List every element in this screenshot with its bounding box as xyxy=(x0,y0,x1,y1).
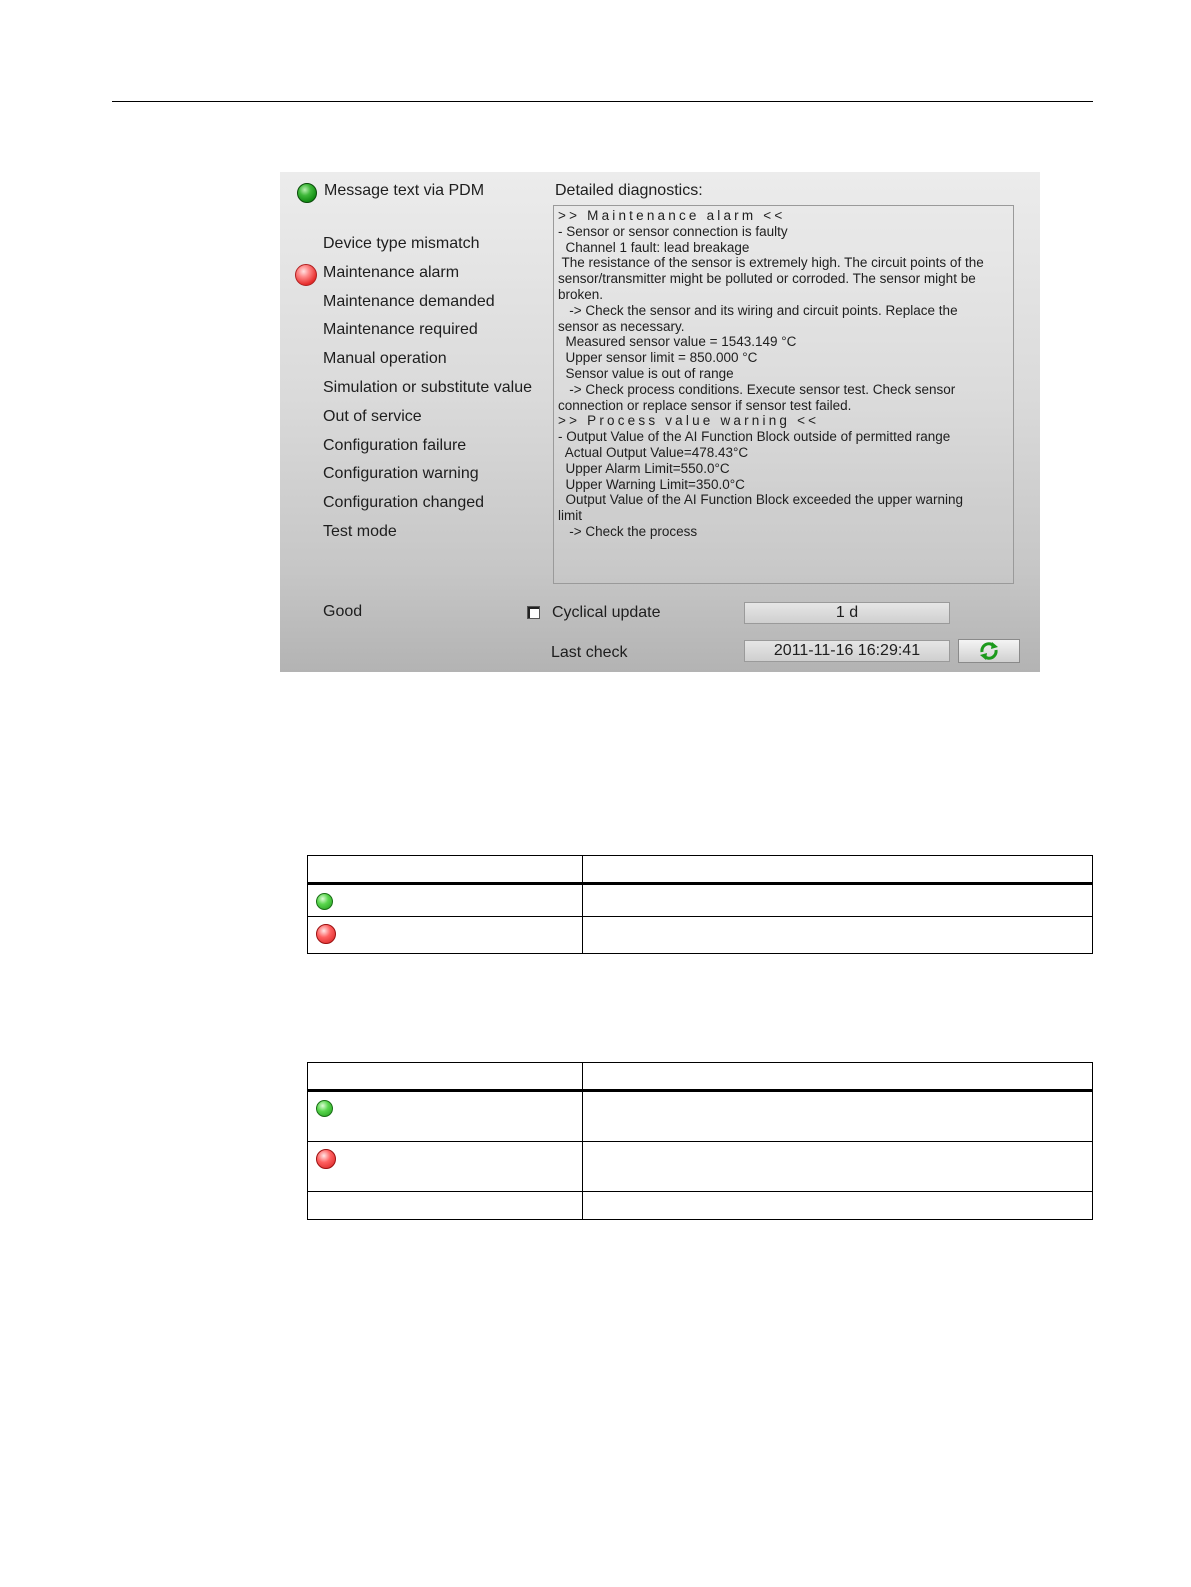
table-header-cell xyxy=(308,856,583,884)
diag-line: Measured sensor value = 1543.149 °C xyxy=(558,334,797,350)
table-cell xyxy=(308,917,583,954)
table-cell xyxy=(583,884,1093,917)
refresh-button[interactable] xyxy=(958,639,1020,663)
status-item-maintenance-alarm: Maintenance alarm xyxy=(323,263,460,281)
table-row xyxy=(308,1142,1093,1192)
table-cell xyxy=(308,1142,583,1192)
table-header-row xyxy=(308,1063,1093,1091)
status-item-simulation: Simulation or substitute value xyxy=(323,378,532,396)
diag-line: >> Process value warning << xyxy=(558,413,820,429)
table-cell xyxy=(308,884,583,917)
status-item-configuration-warning: Configuration warning xyxy=(323,465,479,483)
diagnostics-title: Detailed diagnostics: xyxy=(555,182,703,199)
table-cell xyxy=(308,1192,583,1220)
status-item-test-mode: Test mode xyxy=(323,522,397,540)
diag-line: Upper Warning Limit=350.0°C xyxy=(558,476,745,492)
red-led-icon xyxy=(316,1149,336,1169)
table-header-cell xyxy=(583,1063,1093,1091)
status-item-maintenance-demanded: Maintenance demanded xyxy=(323,292,495,310)
status-item-out-of-service: Out of service xyxy=(323,407,422,425)
last-check-label: Last check xyxy=(551,644,628,661)
table-header-row xyxy=(308,856,1093,884)
status-item-configuration-failure: Configuration failure xyxy=(323,436,467,454)
diag-line: Actual Output Value=478.43°C xyxy=(558,444,749,460)
table-cell xyxy=(583,1091,1093,1142)
status-item-manual-operation: Manual operation xyxy=(323,350,447,368)
diag-line: >> Maintenance alarm << xyxy=(558,208,786,223)
diag-line: Sensor value is out of range xyxy=(558,365,734,381)
diagnostics-panel xyxy=(280,172,1040,672)
diag-line: sensor/transmitter might be polluted or corroded. The sensor might be xyxy=(558,271,976,287)
diag-line: limit xyxy=(558,508,582,524)
cyclical-update-checkbox[interactable] xyxy=(527,606,540,619)
status-list xyxy=(323,234,532,551)
green-led-icon xyxy=(316,1100,333,1117)
led-table-1 xyxy=(307,855,1093,954)
diag-line: -> Check the process xyxy=(558,523,698,539)
table-row xyxy=(308,884,1093,917)
status-item-maintenance-required: Maintenance required xyxy=(323,321,478,339)
good-label: Good xyxy=(323,603,363,620)
diag-line: sensor as necessary. xyxy=(558,318,685,334)
status-item-device-type-mismatch: Device type mismatch xyxy=(323,235,480,252)
cyclical-update-field[interactable]: 1 d xyxy=(744,602,950,624)
diag-line: Channel 1 fault: lead breakage xyxy=(558,239,750,255)
table-row xyxy=(308,1192,1093,1220)
diag-line: -> Check process conditions. Execute sensor test. Check sensor xyxy=(558,381,956,397)
table-header-cell xyxy=(583,856,1093,884)
message-title: Message text via PDM xyxy=(324,182,485,199)
last-check-field: 2011-11-16 16:29:41 xyxy=(744,640,950,662)
red-led-icon xyxy=(316,924,336,944)
table-header-cell xyxy=(308,1063,583,1091)
table-cell xyxy=(583,917,1093,954)
table-row xyxy=(308,1091,1093,1142)
led-table-2 xyxy=(307,1062,1093,1220)
diag-line: Upper sensor limit = 850.000 °C xyxy=(558,350,758,366)
maintenance-alarm-red-led-icon xyxy=(295,264,317,286)
message-status-green-led-icon xyxy=(297,183,317,203)
diag-line: The resistance of the sensor is extremely high. The circuit points of the xyxy=(558,255,984,271)
table-cell xyxy=(308,1091,583,1142)
cyclical-update-label: Cyclical update xyxy=(552,604,661,621)
diag-line: -> Check the sensor and its wiring and circuit points. Replace the xyxy=(558,302,958,318)
diag-line: - Output Value of the AI Function Block outside of permitted range xyxy=(558,429,951,445)
green-led-icon xyxy=(316,893,333,910)
diag-line: - Sensor or sensor connection is faulty xyxy=(558,223,788,239)
diag-line: Upper Alarm Limit=550.0°C xyxy=(558,460,730,476)
top-rule xyxy=(112,101,1093,102)
table-row xyxy=(308,917,1093,954)
table-cell xyxy=(583,1192,1093,1220)
diag-line: connection or replace sensor if sensor test failed. xyxy=(558,397,852,413)
status-item-configuration-changed: Configuration changed xyxy=(323,494,485,512)
diag-line: Output Value of the AI Function Block exceeded the upper warning xyxy=(558,492,964,508)
refresh-icon xyxy=(978,641,1000,661)
table-cell xyxy=(583,1142,1093,1192)
diag-line: broken. xyxy=(558,286,604,302)
diagnostics-text-box[interactable] xyxy=(553,205,1014,584)
